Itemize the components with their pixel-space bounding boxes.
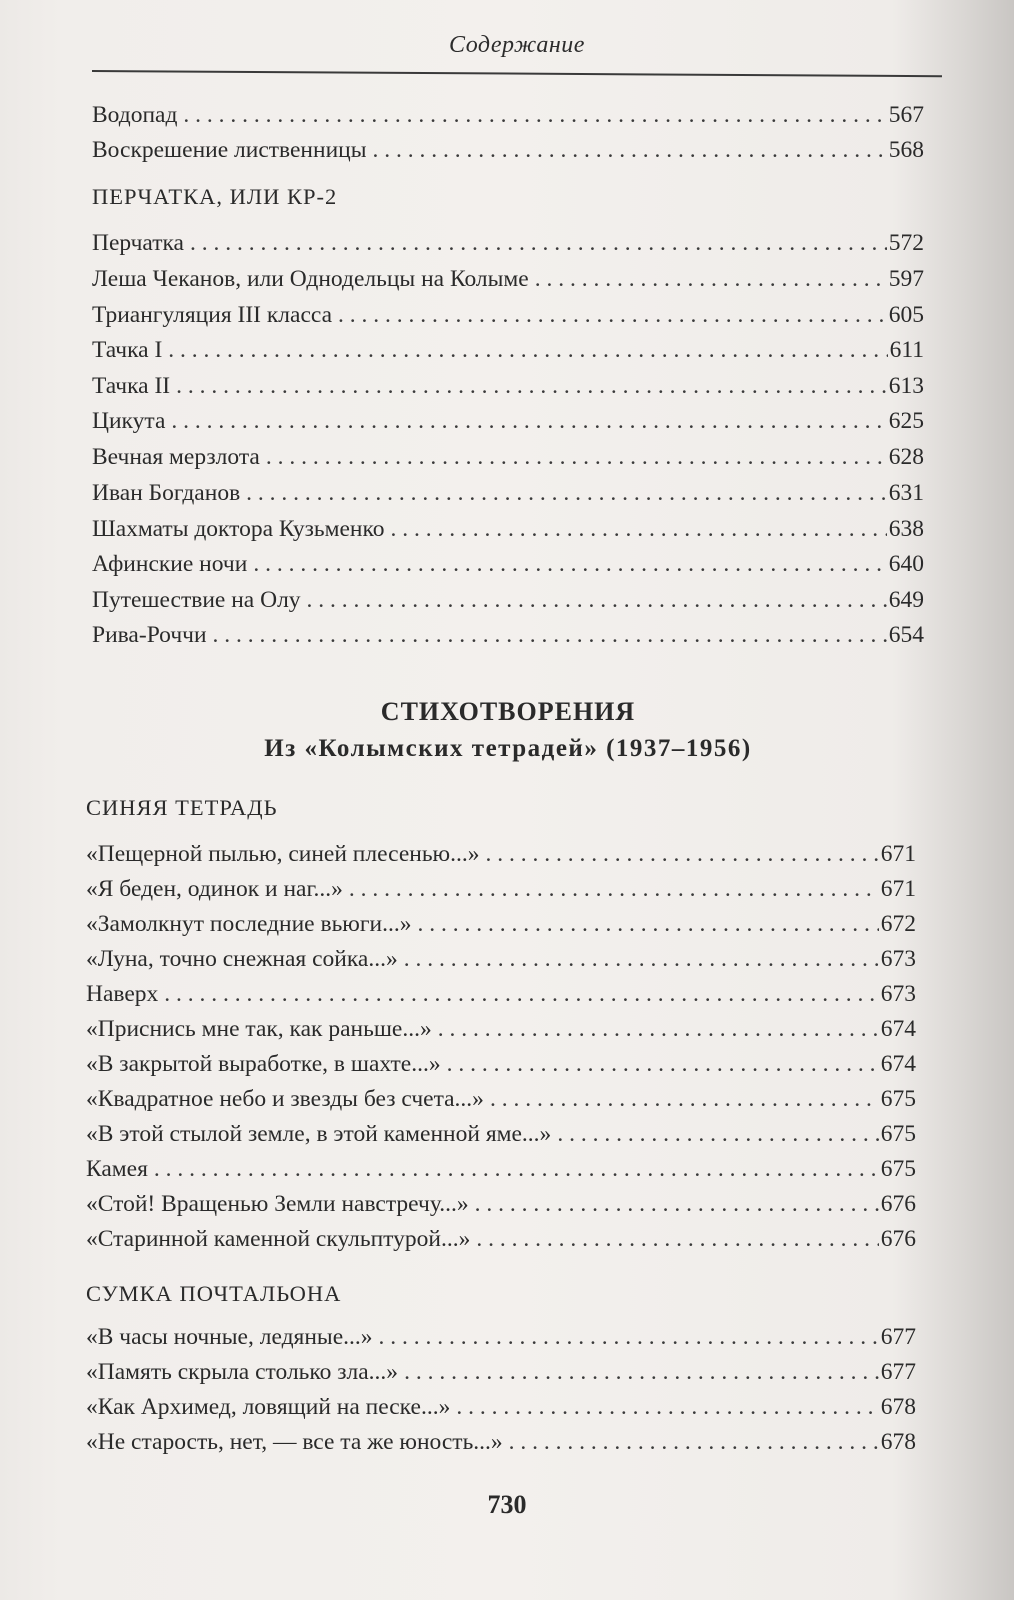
toc-entry-page: 567 <box>888 102 924 128</box>
section-heading: ПЕРЧАТКА, ИЛИ КР-2 <box>92 184 338 209</box>
toc-entry-title: «Квадратное небо и звезды без счета...» <box>86 1086 484 1112</box>
part-subtitle: Из «Колымских тетрадей» (1937–1956) <box>264 735 752 762</box>
leader-dots <box>168 337 887 364</box>
page-number: 730 <box>487 1490 527 1519</box>
section-heading: СУМКА ПОЧТАЛЬОНА <box>86 1281 342 1306</box>
leader-dots <box>476 1226 878 1253</box>
toc-entry-title: «Луна, точно снежная сойка...» <box>86 946 398 972</box>
toc-entry-title: Леша Чеканов, или Однодельцы на Колыме <box>92 266 529 292</box>
leader-dots <box>390 516 886 543</box>
leader-dots <box>349 876 879 903</box>
leader-dots <box>417 911 878 938</box>
leader-dots <box>557 1121 878 1148</box>
toc-entry <box>86 981 916 1013</box>
toc-entry-page: 654 <box>888 622 924 648</box>
toc-entry-page: 677 <box>880 1324 916 1350</box>
toc-entry <box>92 480 924 512</box>
toc-entry <box>92 102 924 134</box>
toc-entry-page: 649 <box>888 587 924 613</box>
toc-entry <box>86 1156 916 1188</box>
toc-entry-title: Рива-Роччи <box>92 622 207 648</box>
toc-entry-title: Иван Богданов <box>92 480 241 506</box>
toc-entry <box>86 841 916 873</box>
toc-entry-title: «Не старость, нет, — все та же юность...» <box>86 1429 503 1455</box>
toc-entry <box>86 876 916 908</box>
toc-entry-page: 671 <box>880 841 916 867</box>
toc-entry-page: 628 <box>888 444 924 470</box>
toc-entry <box>92 302 924 334</box>
leader-dots <box>404 1359 879 1386</box>
toc-entry-title: «Память скрыла столько зла...» <box>86 1359 399 1385</box>
leader-dots <box>307 587 887 614</box>
toc-entry <box>92 408 924 440</box>
toc-entry <box>86 946 916 978</box>
toc-entry-title: «Приснись мне так, как раньше...» <box>86 1016 432 1042</box>
toc-entry-title: «Я беден, одинок и наг...» <box>86 876 343 902</box>
toc-entry-page: 675 <box>880 1086 916 1112</box>
toc-entry <box>86 1429 916 1461</box>
toc-entry-title: Камея <box>86 1156 148 1182</box>
toc-entry-page: 631 <box>888 480 924 506</box>
leader-dots <box>164 981 878 1008</box>
leader-dots <box>183 102 886 129</box>
toc-entry <box>86 1016 916 1048</box>
toc-entry-page: 674 <box>880 1051 916 1077</box>
toc-entry <box>92 230 924 262</box>
toc-entry-page: 678 <box>880 1394 916 1420</box>
leader-dots <box>190 230 887 257</box>
toc-entry-title: Триангуляция III класса <box>92 302 333 328</box>
toc-entry <box>86 911 916 943</box>
toc-entry-page: 677 <box>880 1359 916 1385</box>
toc-entry-page: 640 <box>888 551 924 577</box>
toc-entry <box>92 266 924 298</box>
toc-entry-page: 672 <box>880 911 916 937</box>
toc-entry <box>92 622 924 654</box>
toc-entry-page: 673 <box>880 981 916 1007</box>
toc-entry-page: 611 <box>889 337 924 363</box>
leader-dots <box>475 1191 879 1218</box>
leader-dots <box>338 302 887 329</box>
toc-entry-title: «Стой! Вращенью Земли навстречу...» <box>86 1191 469 1217</box>
toc-entry-page: 678 <box>880 1429 916 1455</box>
toc-entry-title: Путешествие на Олу <box>92 587 301 613</box>
toc-entry <box>86 1359 916 1391</box>
toc-entry <box>86 1226 916 1258</box>
toc-entry <box>92 587 924 619</box>
toc-entry-page: 673 <box>880 946 916 972</box>
toc-entry-page: 613 <box>888 373 924 399</box>
toc-entry-title: «Старинной каменной скульптурой...» <box>86 1226 471 1252</box>
leader-dots <box>266 444 887 471</box>
toc-entry-title: «Как Архимед, ловящий на песке...» <box>86 1394 451 1420</box>
leader-dots <box>447 1051 879 1078</box>
toc-entry <box>92 444 924 476</box>
leader-dots <box>456 1394 878 1421</box>
leader-dots <box>246 480 887 507</box>
toc-entry-title: Воскрешение лиственницы <box>92 137 367 163</box>
toc-entry-page: 605 <box>888 302 924 328</box>
toc-entry-page: 597 <box>888 266 924 292</box>
toc-entry <box>92 516 924 548</box>
toc-entry-title: Цикута <box>92 408 166 434</box>
toc-entry-title: «В часы ночные, ледяные...» <box>86 1324 373 1350</box>
leader-dots <box>253 551 886 578</box>
toc-entry-page: 675 <box>880 1121 916 1147</box>
toc-entry <box>92 337 924 369</box>
toc-entry-page: 676 <box>880 1226 916 1252</box>
toc-entry <box>86 1324 916 1356</box>
toc-entry-title: Вечная мерзлота <box>92 444 260 470</box>
part-title: СТИХОТВОРЕНИЯ <box>380 697 636 726</box>
leader-dots <box>535 266 887 293</box>
leader-dots <box>154 1156 879 1183</box>
leader-dots <box>509 1429 879 1456</box>
toc-entry <box>86 1121 916 1153</box>
leader-dots <box>438 1016 879 1043</box>
leader-dots <box>373 137 887 164</box>
leader-dots <box>379 1324 879 1351</box>
leader-dots <box>213 622 887 649</box>
toc-entry-title: «Пещерной пылью, синей плесенью...» <box>86 841 480 867</box>
header-rule <box>92 70 942 77</box>
toc-entry-page: 568 <box>888 137 924 163</box>
toc-entry-title: Шахматы доктора Кузьменко <box>92 516 385 542</box>
leader-dots <box>171 408 886 435</box>
toc-entry-title: Афинские ночи <box>92 551 248 577</box>
toc-entry-title: Водопад <box>92 102 178 128</box>
toc-entry-page: 676 <box>880 1191 916 1217</box>
toc-entry-title: Тачка I <box>92 337 163 363</box>
toc-entry-title: Тачка II <box>92 373 171 399</box>
toc-entry-page: 674 <box>880 1016 916 1042</box>
running-head: Содержание <box>449 32 585 58</box>
section-heading: СИНЯЯ ТЕТРАДЬ <box>86 795 278 820</box>
toc-entry <box>86 1086 916 1118</box>
toc-entry <box>86 1191 916 1223</box>
toc-entry <box>86 1051 916 1083</box>
toc-entry-page: 675 <box>880 1156 916 1182</box>
leader-dots <box>490 1086 879 1113</box>
leader-dots <box>485 841 878 868</box>
toc-entry <box>92 551 924 583</box>
leader-dots <box>176 373 887 400</box>
toc-entry-title: «В этой стылой земле, в этой каменной яме...» <box>86 1121 552 1147</box>
toc-entry-title: «Замолкнут последние вьюги...» <box>86 911 412 937</box>
toc-entry-page: 572 <box>888 230 924 256</box>
toc-entry-title: Наверх <box>86 981 159 1007</box>
toc-entry <box>92 373 924 405</box>
toc-entry-page: 625 <box>888 408 924 434</box>
toc-entry-page: 671 <box>880 876 916 902</box>
toc-entry-page: 638 <box>888 516 924 542</box>
toc-entry <box>92 137 924 169</box>
toc-entry-title: «В закрытой выработке, в шахте...» <box>86 1051 441 1077</box>
toc-entry <box>86 1394 916 1426</box>
leader-dots <box>404 946 879 973</box>
toc-entry-title: Перчатка <box>92 230 184 256</box>
